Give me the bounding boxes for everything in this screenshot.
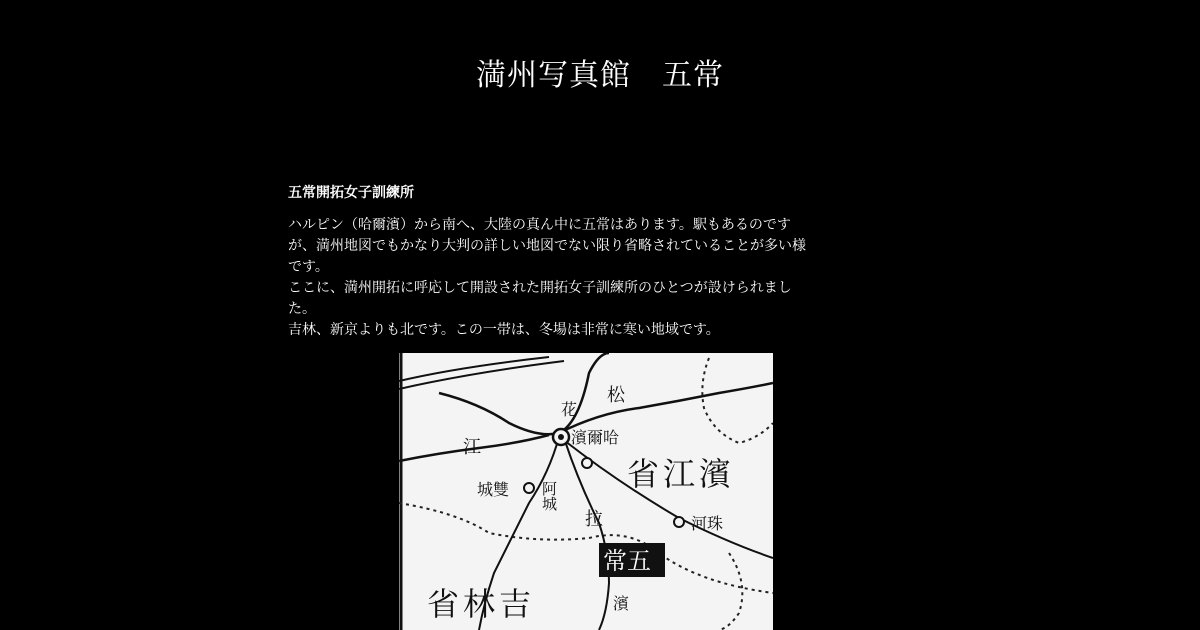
article — [288, 183, 888, 341]
map-river — [559, 383, 773, 433]
paragraph-line: ハルピン（哈爾濱）から南へ、大陸の真ん中に五常はあります。駅もあるのです — [288, 217, 791, 233]
paragraph-line: 吉林、新京よりも北です。この一帯は、冬場は非常に寒い地域です。 — [288, 322, 720, 338]
map-label-flower: 花 — [561, 400, 578, 419]
paragraph-line: が、満州地図でもかなり大判の詳しい地図でない限り省略されていることが多い様 — [288, 238, 806, 254]
map-border — [702, 358, 773, 443]
map-label-la: 拉 — [585, 509, 603, 530]
paragraph-line: た。 — [288, 301, 316, 317]
paragraph-line: です。 — [288, 259, 329, 275]
map-label-harbin: 濱爾哈 — [571, 428, 620, 447]
map-label-river: 江 — [463, 437, 481, 458]
map-label-jilin-province: 省林吉 — [427, 585, 536, 623]
shuangcheng-station-marker — [524, 483, 534, 493]
map-label-shuangcheng: 城雙 — [477, 480, 510, 499]
wuchang-map-image — [399, 353, 773, 630]
map-label-binjiang-province: 省江濱 — [627, 455, 736, 493]
paragraph-line: ここに、満州開拓に呼応して開設された開拓女子訓練所のひとつが設けられまし — [288, 280, 792, 296]
map-border — [719, 553, 742, 630]
section-heading: 五常開拓女子訓練所 — [288, 185, 414, 201]
map-label-zhuhe: 河珠 — [691, 514, 724, 533]
map-label-acheng: 阿城 — [540, 481, 558, 511]
acheng-station-marker — [582, 458, 592, 468]
article-paragraph — [288, 215, 888, 341]
harbin-station-dot — [558, 434, 564, 440]
zhuhe-station-marker — [674, 517, 684, 527]
map-label-bin: 濱 — [613, 594, 630, 613]
map-label-wuchang: 常五 — [603, 547, 651, 575]
page-title: 満州写真館 五常 — [476, 58, 724, 93]
map-drawing — [399, 353, 773, 630]
map-railway-line — [399, 357, 549, 381]
map-label-pine: 松 — [607, 385, 625, 406]
